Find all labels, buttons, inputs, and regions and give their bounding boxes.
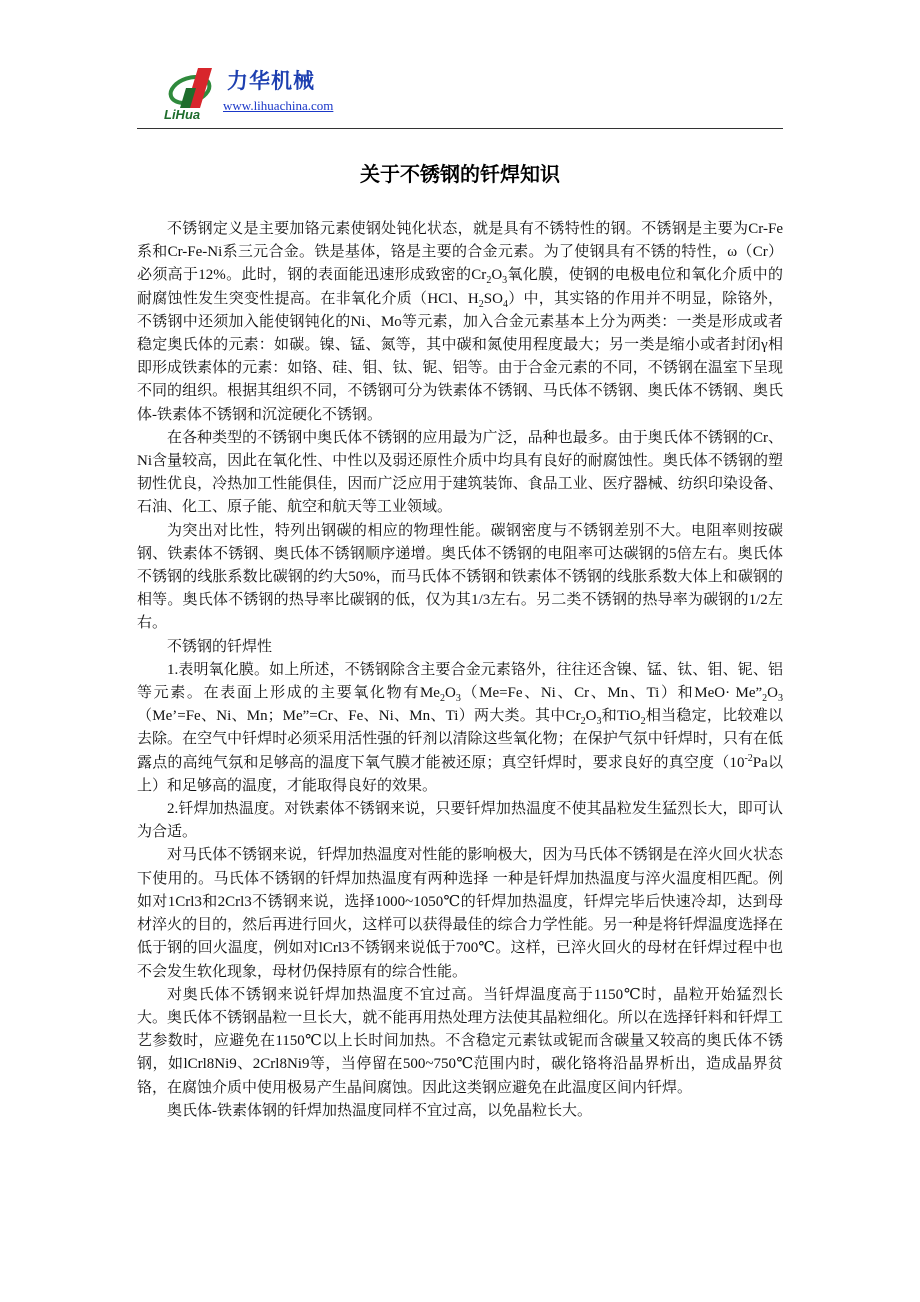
lihua-logo [162,64,226,122]
paragraph-austenitic-temperature: 对奥氏体不锈钢来说钎焊加热温度不宜过高。当钎焊温度高于1150℃时，晶粒开始猛烈长大。奥氏体不锈钢晶粒一旦长大，就不能再用热处理方法使其晶粒细化。所以在选择钎料和钎焊工艺参数时，应避免在1150℃以上长时间加热。不含稳定元素钛或铌而含碳量又较高的奥氏体不锈钢，如lCrl8Ni9、2Crl8Ni9等，当停留在500~750℃范围内时，碳化铬将沿晶界析出，造成晶界贫铬，在腐蚀介质中使用极易产生晶间腐蚀。因此这类钢应避免在此温度区间内钎焊。 [137,986,783,1096]
paragraph-heating-temperature: 2.钎焊加热温度。对铁素体不锈钢来说，只要钎焊加热温度不使其晶粒发生猛烈长大，即可认为合适。 [137,801,783,841]
paragraph-physical-properties: 为突出对比性，特列出钢碳的相应的物理性能。碳钢密度与不锈钢差别不大。电阻率则按碳钢、铁素体不锈钢、奥氏体不锈钢顺序递增。奥氏体不锈钢的电阻率可达碳钢的5倍左右。奥氏体不锈钢的线胀系数比碳钢的约大50%，而马氏体不锈钢和铁素体不锈钢的线胀系数大体上和碳钢的相等。奥氏体不锈钢的热导率比碳钢的低，仅为其1/3左右。另二类不锈钢的热导率为碳钢的1/2左右。 [137,522,783,632]
paragraph-definition: 不锈钢定义是主要加铬元素使钢处钝化状态，就是具有不锈特性的钢。不锈钢是主要为Cr-Fe系和Cr-Fe-Ni系三元合金。铁是基体，铬是主要的合金元素。为了使钢具有不锈的特性，ω（Cr）必须高于12%。此时，钢的表面能迅速形成致密的$Cr_2O_3$氧化膜，使钢的电极电位和氧化介质中的耐腐蚀性发生突变性提高。在非氧化介质（HCl、$H_2SO_4$）中，其实铬的作用并不明显，除铬外，不锈钢中还须加入能使钢钝化的Ni、Mo等元素，加入合金元素基本上分为两类：一类是形成或者稳定奥氏体的元素：如碳。镍、锰、氮等，其中碳和氮使用程度最大；另一类是缩小或者封闭γ相即形成铁素体的元素：如铬、硅、钼、钛、铌、铝等。由于合金元素的不同，不锈钢在温室下呈现不同的组织。根据其组织不同，不锈钢可分为铁素体不锈钢、马氏体不锈钢、奥氏体不锈钢、奥氏体-铁素体不锈钢和沉淀硬化不锈钢。 [137,221,783,423]
logo-text: LiHua [164,107,201,122]
page-header [137,58,783,130]
paragraph-austenitic: 在各种类型的不锈钢中奥氏体不锈钢的应用最为广泛，品种也最多。由于奥氏体不锈钢的Cr、Ni含量较高，因此在氧化性、中性以及弱还原性介质中均具有良好的耐腐蚀性。奥氏体不锈钢的塑韧性优良，冷热加工性能俱佳，因而广泛应用于建筑装饰、食品工业、医疗器械、纺织印染设备、石油、化工、原子能、航空和航天等工业领域。 [137,429,783,516]
brand-name: 力华机械 [227,69,315,93]
document-title: 关于不锈钢的钎焊知识 [360,162,560,186]
section-heading-brazeability: 不锈钢的钎焊性 [167,638,273,655]
paragraph-martensitic: 对马氏体不锈钢来说，钎焊加热温度对性能的影响极大，因为马氏体不锈钢是在淬火回火状态下使用的。马氏体不锈钢的钎焊加热温度有两种选择 一种是钎焊加热温度与淬火温度相匹配。例如对1Crl3和2Crl3不锈钢来说，选择1000~1050℃的钎焊加热温度，钎焊完毕后快速冷却，达到母材淬火的目的，然后再进行回火，这样可以获得最佳的综合力学性能。另一种是将钎焊温度选择在低于钢的回火温度，例如对lCrl3不锈钢来说低于700℃。这样，已淬火回火的母材在钎焊过程中也不会发生软化现象，母材仍保持原有的综合性能。 [137,847,783,980]
website-link[interactable]: www.lihuachina.com [223,98,334,113]
document-body [137,218,783,1123]
paragraph-duplex: 奥氏体-铁素体钢的钎焊加热温度同样不宜过高，以免晶粒长大。 [167,1102,592,1119]
paragraph-oxide-film: 1.表明氧化膜。如上所述，不锈钢除含主要合金元素铬外，往往还含镍、锰、钛、钼、铌、铝等元素。在表面上形成的主要氧化物有$Me_2O_3(Me=Fe$、Ni、Cr、Mn、Ti）和$MeO\cdot Me”_2O_3(Me’=Fe$、Ni、Mn；Me”=Cr、Fe、Ni、Mn、Ti）两大类。其中$Cr_2O_3$和TiO$_2$相当稳定，比较难以去除。在空气中钎焊时必须采用活性强的钎剂以清除这些氧化物；在保护气氛中钎焊时，只有在低露点的高纯气氛和足够高的温度下氧气膜才能被还原；真空钎焊时，要求良好的真空度（$10^{-2}Pa$以上）和足够高的温度，才能取得良好的效果。 [137,661,784,794]
header-divider [137,128,783,129]
